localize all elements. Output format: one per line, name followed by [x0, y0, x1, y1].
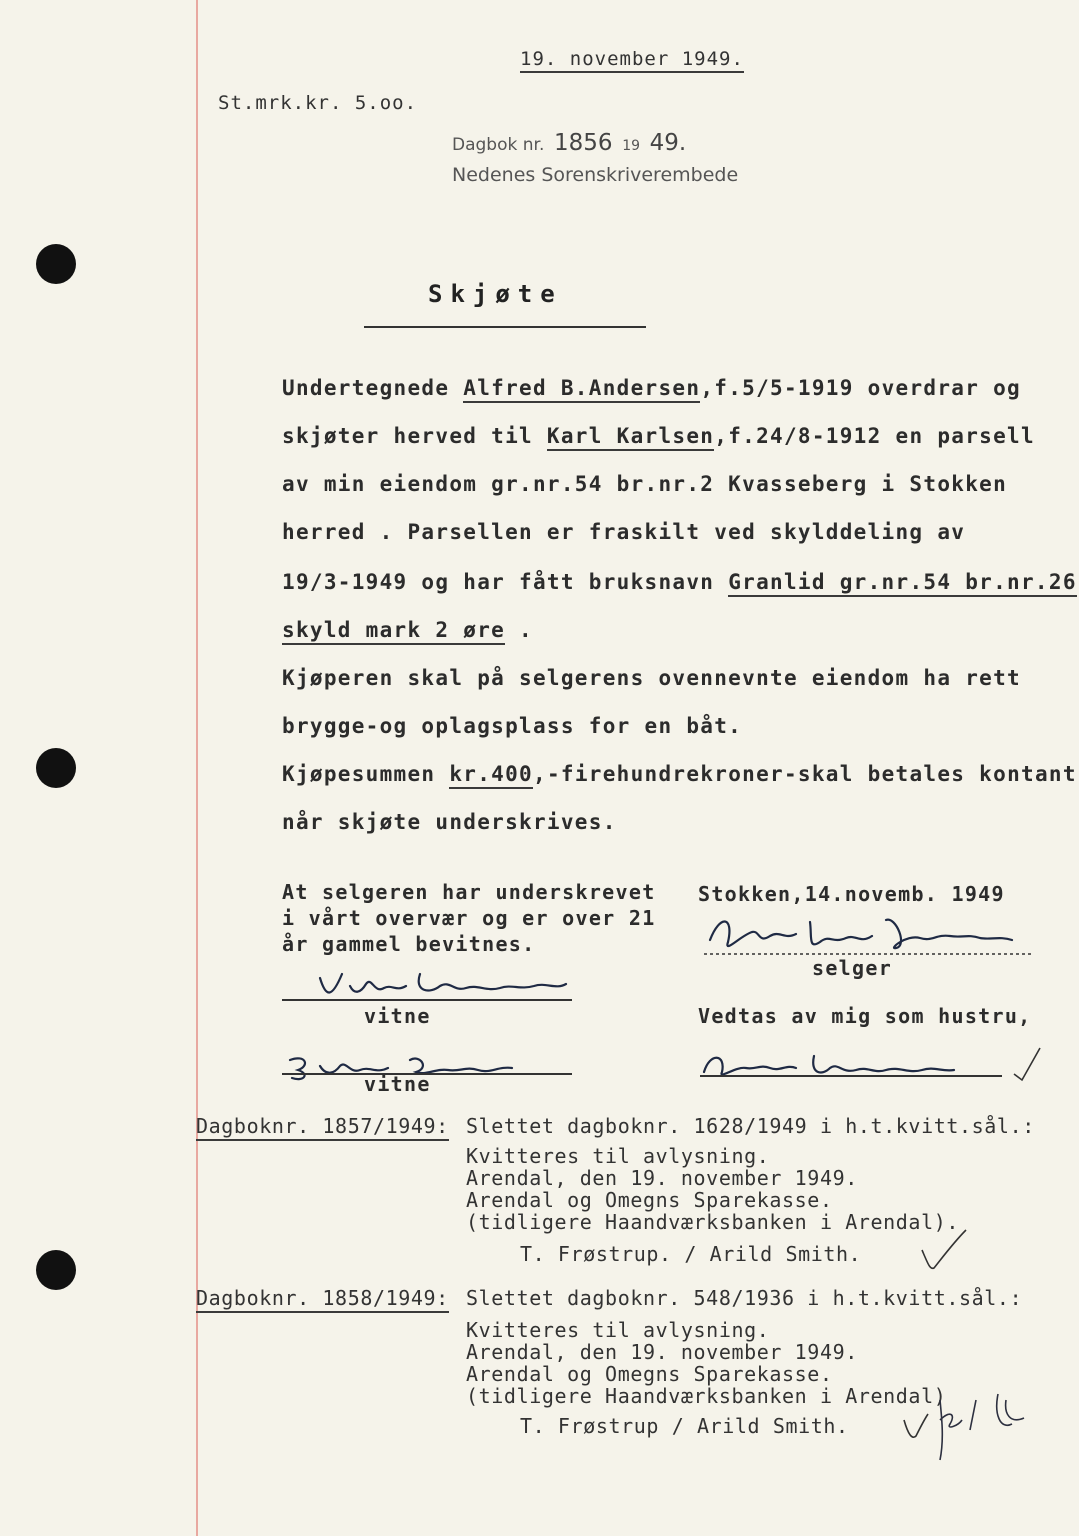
binder-hole-icon [36, 244, 76, 284]
entry-line: Kvitteres til avlysning. [466, 1144, 770, 1168]
witness-line-3: år gammel bevitnes. [282, 932, 536, 956]
entry-signers: T. Frøstrup / Arild Smith. [520, 1414, 849, 1438]
body-line-3: av min eiendom gr.nr.54 br.nr.2 Kvasseberg i Stokken [282, 472, 1008, 496]
entry-ref: Dagboknr. 1858/1949: [196, 1286, 449, 1313]
entry-text: Slettet dagboknr. 548/1936 i h.t.kvitt.sål.: [466, 1286, 1023, 1310]
dagbok-year-prefix: 19 [622, 138, 641, 154]
seller-label: selger [812, 956, 893, 980]
witness-label-1: vitne [364, 1004, 431, 1028]
place-date: Stokken,14.novemb. 1949 [698, 882, 1005, 906]
witness-line-2: i vårt overvær og er over 21 [282, 906, 656, 930]
property-name: Granlid gr.nr.54 br.nr.26 [728, 570, 1077, 597]
entry-line: (tidligere Haandværksbanken i Arendal). [466, 1210, 959, 1234]
dagbok-year-suffix: 49. [649, 130, 687, 156]
entry-line: (tidligere Haandværksbanken i Arendal) [466, 1384, 947, 1408]
entry-text: Slettet dagboknr. 1628/1949 i h.t.kvitt.sål.: [466, 1114, 1035, 1138]
binder-hole-icon [36, 748, 76, 788]
body-text: ,f.24/8-1912 en parsell [714, 424, 1035, 448]
spouse-signature-icon [696, 1044, 1046, 1084]
check-mark-icon [918, 1228, 970, 1274]
entry-line: Arendal og Omegns Sparekasse. [466, 1188, 833, 1212]
entry-line: Arendal, den 19. november 1949. [466, 1340, 858, 1364]
witness-label-2: vitne [364, 1072, 431, 1096]
binder-hole-icon [36, 1250, 76, 1290]
body-line-10: når skjøte underskrives. [282, 810, 617, 834]
body-text: 19/3-1949 og har fått bruksnavn [282, 570, 729, 594]
body-text: . [505, 618, 533, 642]
spouse-text: Vedtas av mig som hustru, [698, 1004, 1032, 1028]
body-text: Kjøpesummen [282, 762, 450, 786]
dagbok-number: 1856 [554, 130, 613, 156]
dagbok-stamp [452, 130, 686, 156]
check-mark-icon [900, 1390, 1030, 1466]
office-stamp: Nedenes Sorenskriverembede [452, 164, 739, 186]
body-text: ,f.5/5-1919 overdrar og [700, 376, 1022, 400]
witness-line-1: At selgeren har underskrevet [282, 880, 656, 904]
witness-signature-icon [280, 964, 576, 1008]
purchase-price: kr.400 [449, 762, 533, 789]
body-line-1 [282, 376, 1021, 400]
body-text: Undertegnede [282, 376, 464, 400]
seller-name: Alfred B.Andersen [463, 376, 700, 403]
entry-signers: T. Frøstrup. / Arild Smith. [520, 1242, 862, 1266]
buyer-name: Karl Karlsen [547, 424, 714, 451]
seller-signature-icon [700, 906, 1040, 962]
body-line-9 [282, 762, 1077, 786]
body-text: ,-firehundrekroner-skal betales kontant [533, 762, 1077, 786]
document-date: 19. november 1949. [520, 48, 744, 73]
entry-line: Kvitteres til avlysning. [466, 1318, 770, 1342]
document-title: Skjøte [428, 280, 563, 308]
body-line-4: herred . Parsellen er fraskilt ved skylddeling av [282, 520, 966, 544]
body-line-7: Kjøperen skal på selgerens ovennevnte eiendom ha rett [282, 666, 1021, 690]
body-text: skjøter herved til [282, 424, 547, 448]
stamp-duty: St.mrk.kr. 5.oo. [218, 92, 418, 114]
body-line-2 [282, 424, 1035, 448]
tax-value: skyld mark 2 øre [282, 618, 505, 645]
dagbok-label: Dagbok nr. [452, 135, 545, 155]
title-rule [364, 326, 646, 328]
entry-ref: Dagboknr. 1857/1949: [196, 1114, 449, 1141]
entry-line: Arendal, den 19. november 1949. [466, 1166, 858, 1190]
body-line-6 [282, 618, 533, 642]
body-line-8: brygge-og oplagsplass for en båt. [282, 714, 743, 738]
entry-line: Arendal og Omegns Sparekasse. [466, 1362, 833, 1386]
body-line-5 [282, 570, 1077, 594]
